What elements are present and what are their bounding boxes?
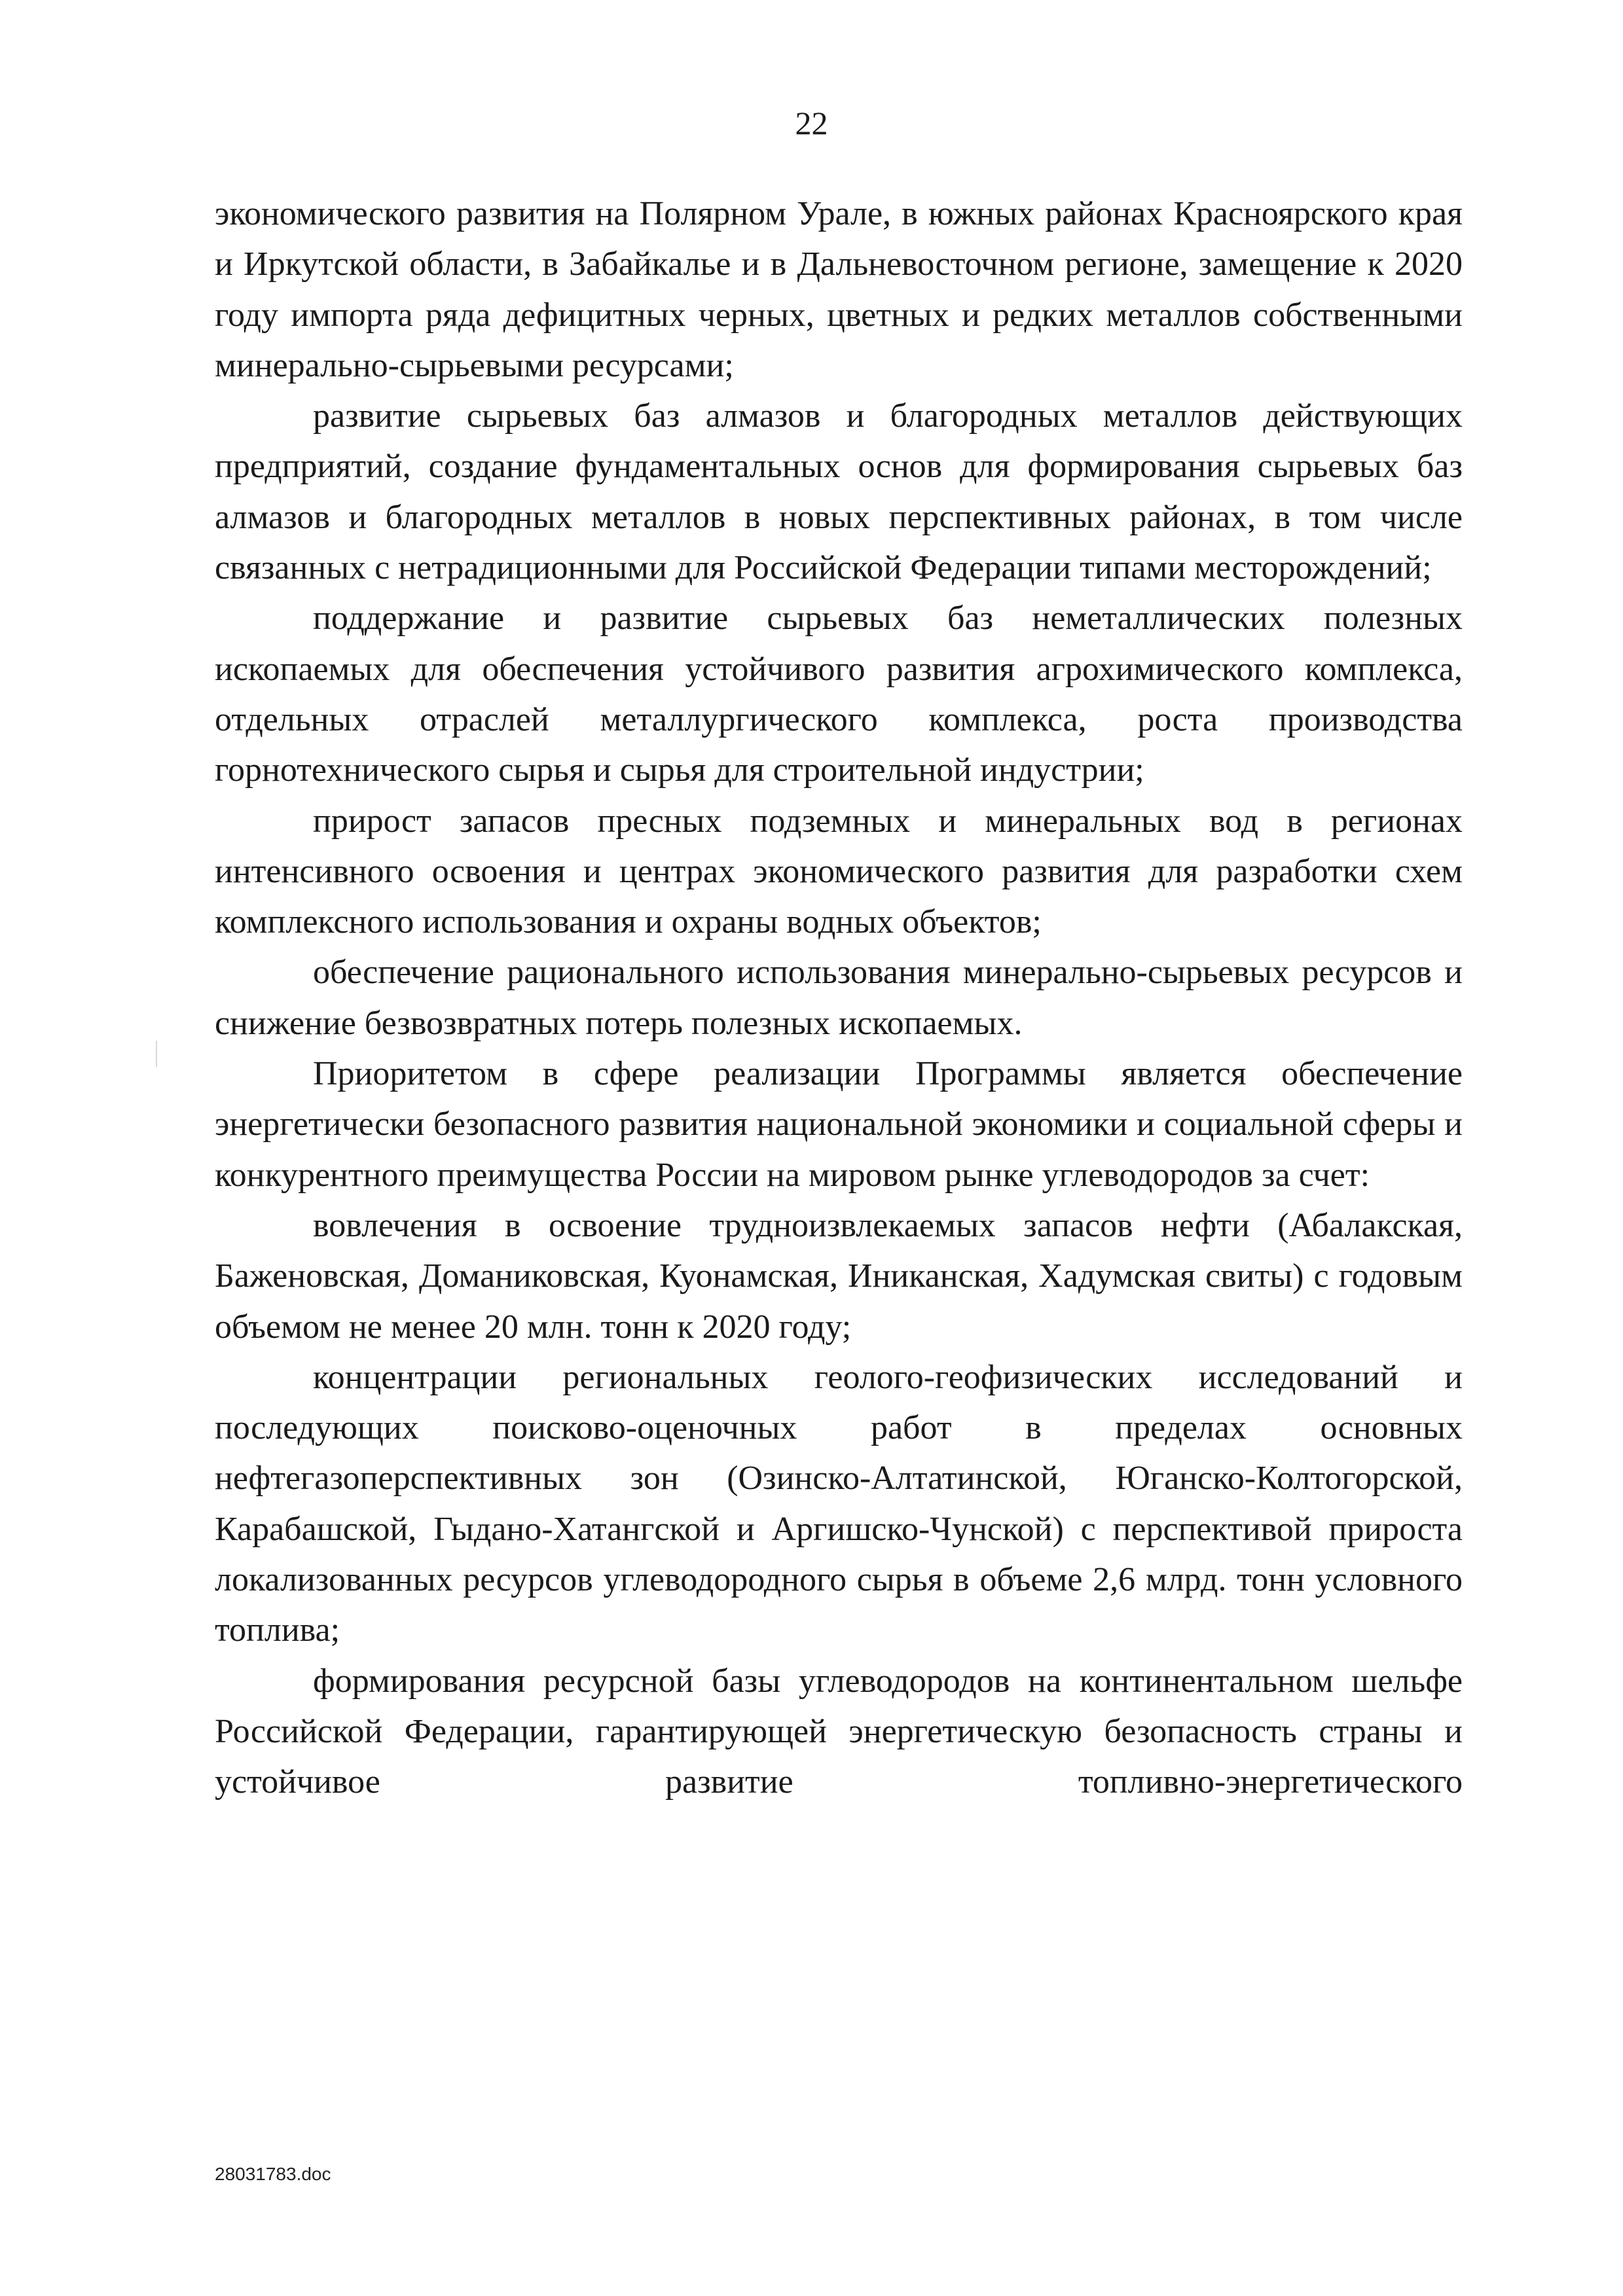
footer-document-code: 28031783.doc [215,2164,331,2184]
paragraph-geological-exploration: концентрации региональных геолого-геофизических исследований и последующих поисково-оценочных работ в пределах основных нефтегазоперспективных зон (Озинско-Алтатинской, Юганско-Колтогорской, Карабашской, Гыдано-Хатангской и Аргишско-Чунской) с перспективой прироста локализованных ресурсов углеводородного сырья в объеме 2,6 млрд. тонн условного топлива; [215,1358,1463,1649]
page-number: 22 [795,105,828,141]
paragraph-continuation-economic-development: экономического развития на Полярном Урале, в южных районах Красноярского края и Иркутской области, в Забайкалье и в Дальневосточном регионе, замещение к 2020 году импорта ряда дефицитных черных, цветных и редких металлов собственными минерально-сырьевыми ресурсами; [215,195,1463,384]
paragraph-diamonds-precious-metals: развитие сырьевых баз алмазов и благородных металлов действующих предприятий, создание фундаментальных основ для формирования сырьевых баз алмазов и благородных металлов в новых перспективных районах, в том числе связанных с нетрадиционными для Российской Федерации типами месторождений; [215,397,1463,587]
paragraph-nonmetallic-minerals: поддержание и развитие сырьевых баз неметаллических полезных ископаемых для обеспечения устойчивого развития агрохимического комплекса, отдельных отраслей металлургического комплекса, роста производства горнотехнического сырья и сырья для строительной индустрии; [215,600,1463,789]
document-body [215,188,1463,1808]
scan-artifact-mark [156,1041,157,1067]
paragraph-groundwater-reserves: прирост запасов пресных подземных и минеральных вод в регионах интенсивного освоения и центрах экономического развития для разработки схем комплексного использования и охраны водных объектов; [215,802,1463,941]
paragraph-energy-security-priority: Приоритетом в сфере реализации Программы является обеспечение энергетически безопасного развития национальной экономики и социальной сферы и конкурентного преимущества России на мировом рынке углеводородов за счет: [215,1055,1463,1194]
paragraph-hard-to-recover-oil: вовлечения в освоение трудноизвлекаемых запасов нефти (Абалакская, Баженовская, Доманиковская, Куонамская, Иниканская, Хадумская свиты) с годовым объемом не менее 20 млн. тонн к 2020 году; [215,1206,1463,1346]
paragraph-rational-use: обеспечение рационального использования минерально-сырьевых ресурсов и снижение безвозвратных потерь полезных ископаемых. [215,954,1463,1042]
paragraph-continental-shelf: формирования ресурсной базы углеводородов на континентальном шельфе Российской Федерации, гарантирующей энергетическую безопасность страны и устойчивое развитие топливно-энергетического [215,1662,1463,1801]
